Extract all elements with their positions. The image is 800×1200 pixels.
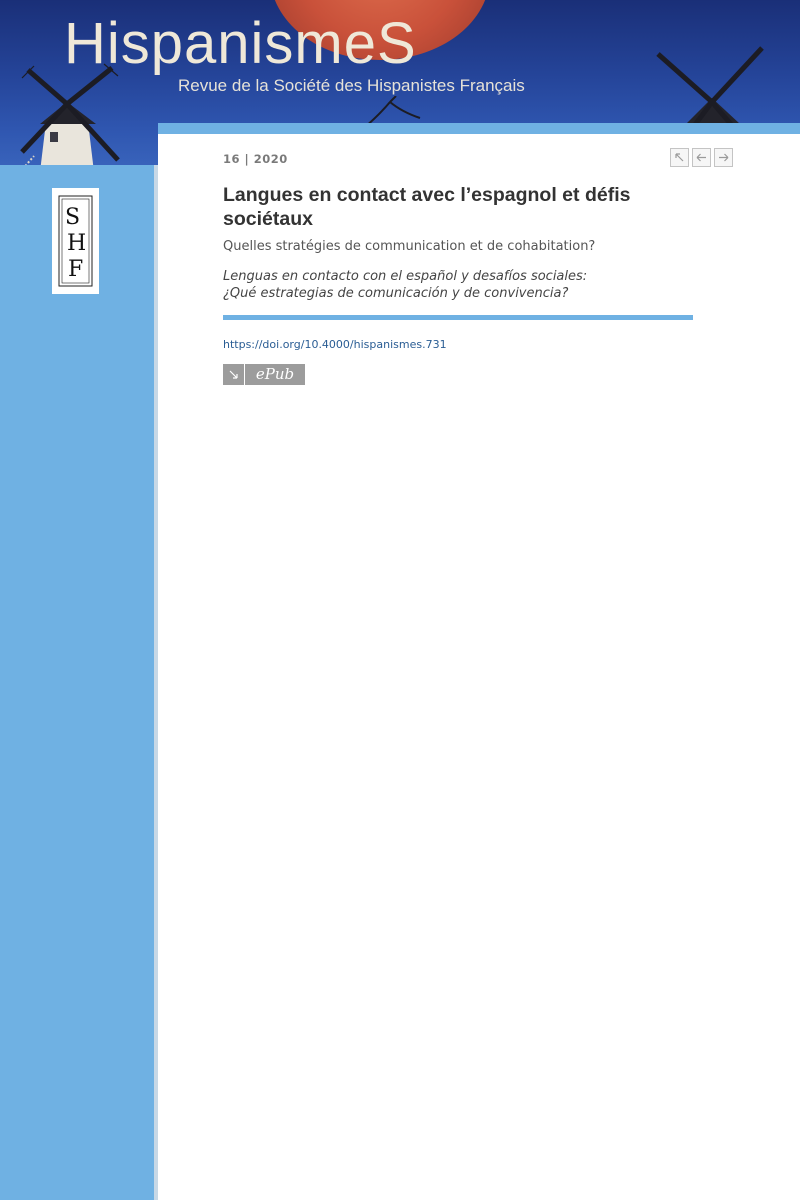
svg-text:F: F: [68, 257, 84, 282]
alternate-title-line: ¿Qué estrategias de comunicación y de convivencia?: [223, 286, 569, 301]
svg-text:H: H: [67, 231, 87, 256]
nav-prev-button[interactable]: [692, 148, 711, 167]
title-divider: [223, 315, 693, 320]
article-title: Langues en contact avec l’espagnol et défis sociétaux: [223, 184, 631, 230]
svg-text:S: S: [65, 205, 81, 230]
site-title[interactable]: HispanismeS: [64, 11, 417, 76]
epub-download-button[interactable]: [223, 364, 305, 385]
nav-up-button[interactable]: [670, 148, 689, 167]
issue-number[interactable]: 16 | 2020: [223, 152, 288, 166]
shf-logo-icon: [52, 188, 99, 294]
arrow-up-left-icon: [674, 152, 685, 163]
article-subtitle: Quelles stratégies de communication et de cohabitation?: [223, 239, 596, 254]
main-top-bar: [158, 123, 800, 134]
site-subtitle: Revue de la Société des Hispanistes Français: [178, 76, 525, 95]
alternate-title: [223, 268, 693, 302]
download-arrow-icon: [223, 364, 244, 385]
alternate-title-line: Lenguas en contacto con el español y desafíos sociales:: [223, 269, 588, 284]
nav-next-button[interactable]: [714, 148, 733, 167]
doi-link[interactable]: https://doi.org/10.4000/hispanismes.731: [223, 338, 447, 351]
windmill-left-image: [0, 60, 160, 172]
arrow-right-icon: [718, 152, 729, 163]
shf-logo[interactable]: [52, 188, 99, 294]
arrow-left-icon: [696, 152, 707, 163]
sidebar: [0, 165, 154, 1200]
epub-label: ePub: [245, 364, 305, 385]
